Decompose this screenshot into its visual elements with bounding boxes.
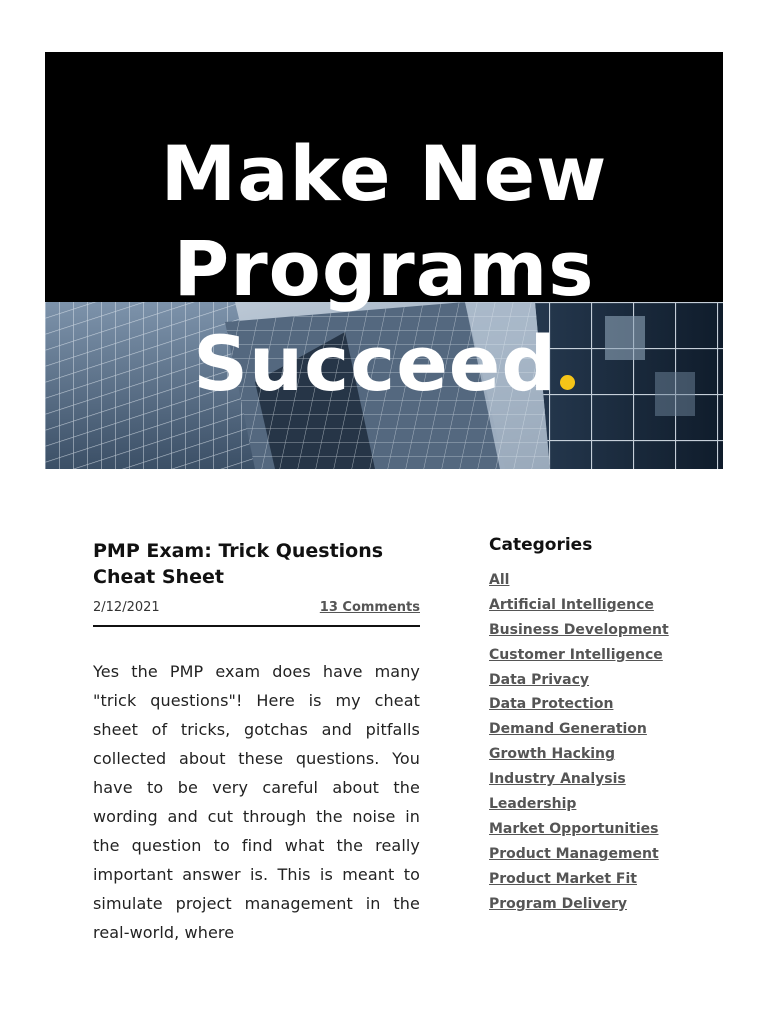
category-item <box>489 891 729 916</box>
category-list <box>489 567 729 915</box>
category-link-customer-intelligence[interactable]: Customer Intelligence <box>489 646 663 663</box>
category-link-industry-analysis[interactable]: Industry Analysis <box>489 771 626 788</box>
category-link-artificial-intelligence[interactable]: Artificial Intelligence <box>489 596 654 613</box>
category-item <box>489 617 729 642</box>
categories-sidebar <box>489 533 729 915</box>
category-item <box>489 866 729 891</box>
category-item <box>489 816 729 841</box>
category-link-growth-hacking[interactable]: Growth Hacking <box>489 746 616 763</box>
category-link-data-privacy[interactable]: Data Privacy <box>489 671 590 688</box>
category-item <box>489 592 729 617</box>
category-item <box>489 567 729 592</box>
category-item <box>489 791 729 816</box>
hero-title-line-3-text: Succeed <box>193 319 557 408</box>
category-item <box>489 766 729 791</box>
accent-dot-icon <box>560 375 575 390</box>
article-date: 2/12/2021 <box>93 600 160 615</box>
category-link-leadership[interactable]: Leadership <box>489 796 577 813</box>
hero-title-line-2: Programs <box>173 224 595 313</box>
category-link-business-development[interactable]: Business Development <box>489 621 669 638</box>
category-link-market-opportunities[interactable]: Market Opportunities <box>489 820 659 837</box>
hero-title-line-3 <box>45 316 723 411</box>
hero-banner <box>45 52 723 469</box>
category-link-product-management[interactable]: Product Management <box>489 845 659 862</box>
hero-title-line-1: Make New <box>160 129 608 218</box>
categories-heading: Categories <box>489 535 593 555</box>
category-item <box>489 642 729 667</box>
category-item <box>489 741 729 766</box>
category-link-all[interactable]: All <box>489 572 510 588</box>
hero-title <box>45 126 723 411</box>
category-item <box>489 667 729 692</box>
category-item <box>489 841 729 866</box>
comments-link[interactable]: 13 Comments <box>319 600 420 615</box>
category-link-data-protection[interactable]: Data Protection <box>489 696 614 713</box>
article-preview <box>93 538 420 947</box>
category-item <box>489 716 729 741</box>
category-link-product-market-fit[interactable]: Product Market Fit <box>489 870 637 887</box>
category-item <box>489 691 729 716</box>
article-excerpt: Yes the PMP exam does have many "trick questions"! Here is my cheat sheet of tricks, gotchas and pitfalls collected about these questions. You have to be very careful about the wording and cut through the noise in the question to find what the really important answer is. This is meant to simulate project management in the real-world, where <box>93 662 420 942</box>
article-title[interactable]: PMP Exam: Trick Questions Cheat Sheet <box>93 540 384 588</box>
category-link-program-delivery[interactable]: Program Delivery <box>489 895 627 912</box>
article-meta <box>93 599 420 627</box>
category-link-demand-generation[interactable]: Demand Generation <box>489 721 647 738</box>
